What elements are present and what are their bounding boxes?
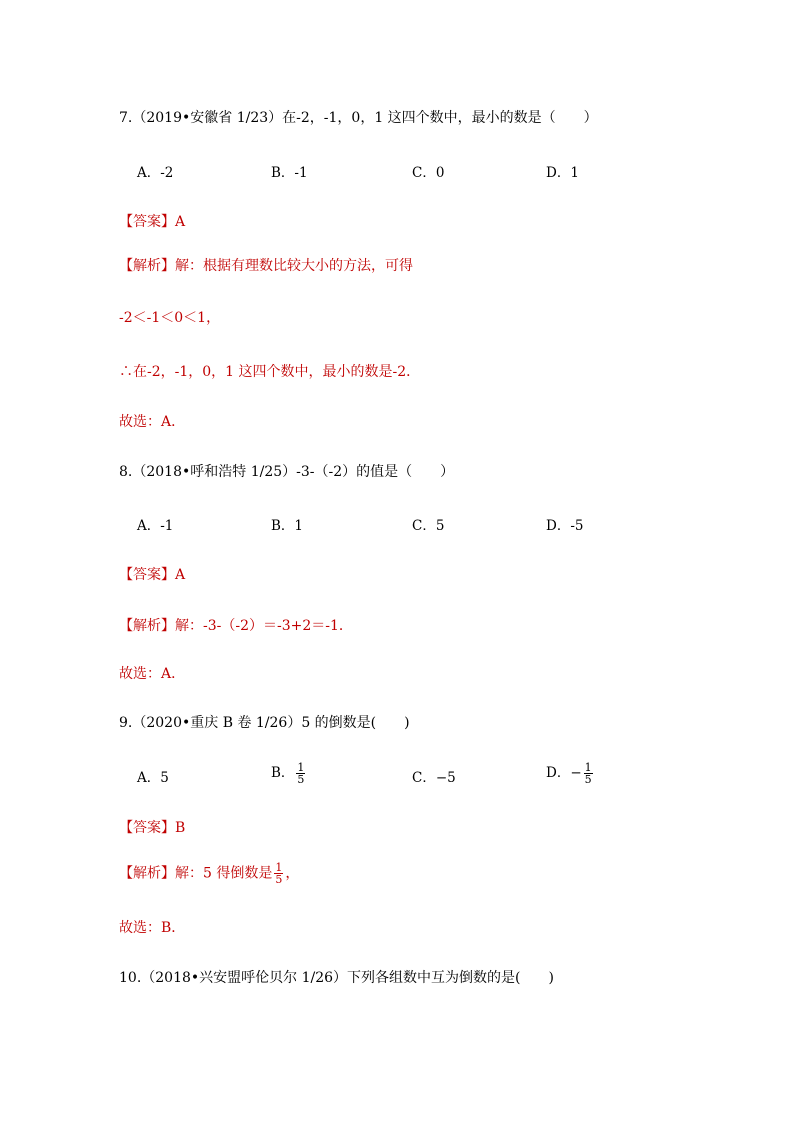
q9-answer: 【答案】B bbox=[119, 820, 186, 836]
question-8-stem: 8.（2018•呼和浩特 1/25）-3-（-2）的值是（ ） bbox=[119, 464, 455, 480]
analysis-text: 解：5 得倒数是 bbox=[175, 865, 273, 882]
fraction-denominator: 5 bbox=[275, 873, 283, 886]
analysis-label: 【解析】 bbox=[119, 618, 175, 634]
analysis-label: 【解析】 bbox=[119, 865, 175, 882]
fraction bbox=[584, 762, 593, 785]
fraction bbox=[274, 862, 283, 885]
q9-analysis bbox=[119, 862, 299, 885]
q9-option-a: A．5 bbox=[137, 770, 169, 786]
q9-conclusion: 故选：B． bbox=[119, 920, 186, 936]
analysis-suffix: ， bbox=[285, 865, 300, 882]
q7-analysis-line-2: -2＜-1＜0＜1， bbox=[119, 310, 221, 326]
question-7-stem: 7.（2019•安徽省 1/23）在-2，-1，0，1 这四个数中，最小的数是（ ） bbox=[119, 110, 598, 126]
option-prefix: D．− bbox=[546, 765, 582, 781]
q7-option-c: C．0 bbox=[412, 165, 445, 181]
q8-option-a: A．-1 bbox=[137, 518, 174, 534]
question-10-stem: 10.（2018•兴安盟呼伦贝尔 1/26）下列各组数中互为倒数的是( ) bbox=[119, 970, 554, 986]
q7-conclusion: 故选：A． bbox=[119, 414, 186, 430]
fraction-denominator: 5 bbox=[297, 773, 305, 786]
q7-answer: 【答案】A bbox=[119, 214, 186, 230]
q8-option-c: C．5 bbox=[412, 518, 445, 534]
q7-option-b: B．-1 bbox=[271, 165, 308, 181]
q7-analysis bbox=[119, 256, 413, 276]
question-9-stem: 9.（2020•重庆 B 卷 1/26）5 的倒数是( ) bbox=[119, 715, 410, 731]
q8-conclusion: 故选：A． bbox=[119, 666, 186, 682]
q9-option-d bbox=[546, 762, 595, 785]
option-prefix: B． bbox=[271, 765, 295, 781]
analysis-text: 解：根据有理数比较大小的方法，可得 bbox=[175, 258, 413, 274]
fraction-numerator: 1 bbox=[297, 761, 305, 774]
fraction bbox=[296, 762, 305, 785]
q8-option-b: B．1 bbox=[271, 518, 304, 534]
analysis-label: 【解析】 bbox=[119, 258, 175, 274]
q9-option-b bbox=[271, 762, 307, 785]
q8-analysis bbox=[119, 616, 353, 636]
q8-answer: 【答案】A bbox=[119, 567, 186, 583]
q8-option-d: D．-5 bbox=[546, 518, 584, 534]
fraction-denominator: 5 bbox=[584, 773, 592, 786]
fraction-numerator: 1 bbox=[584, 761, 592, 774]
analysis-text: 解：-3-（-2）＝-3+2＝-1． bbox=[175, 618, 353, 634]
fraction-numerator: 1 bbox=[275, 861, 283, 874]
q7-option-d: D．1 bbox=[546, 165, 579, 181]
q7-option-a: A．-2 bbox=[137, 165, 174, 181]
q9-option-c: C．−5 bbox=[412, 770, 456, 786]
q7-analysis-line-3: ∴在-2，-1，0，1 这四个数中，最小的数是-2． bbox=[119, 364, 421, 380]
